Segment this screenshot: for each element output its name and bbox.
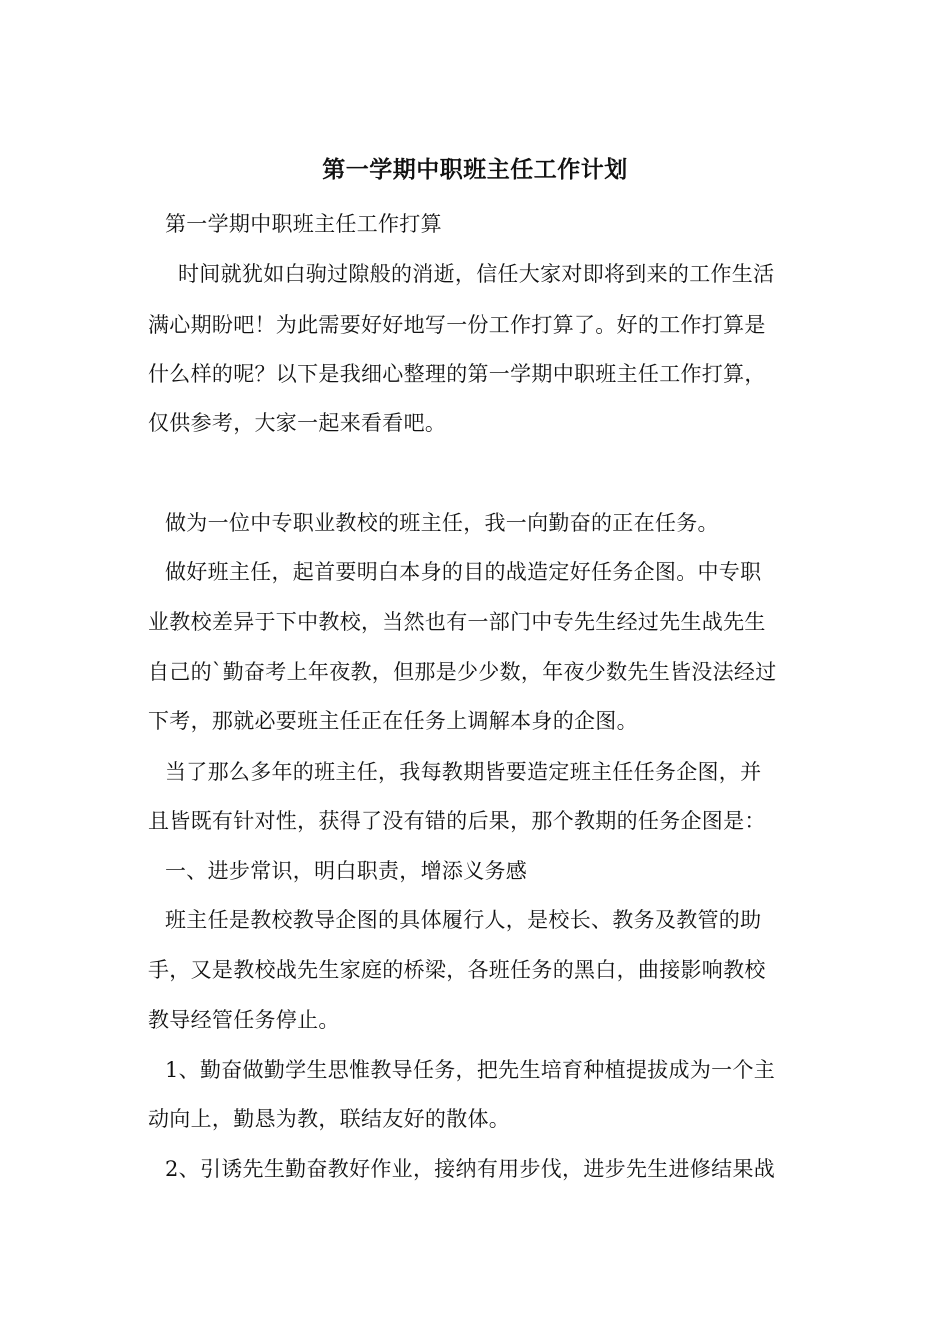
paragraph-line: 当了那么多年的班主任，我每教期皆要造定班主任任务企图，并 xyxy=(165,760,762,784)
document-title: 第一学期中职班主任工作计划 xyxy=(322,156,628,183)
paragraph-line: 自己的`勤奋考上年夜教，但那是少少数，年夜少数先生皆没法经过 xyxy=(148,660,777,684)
paragraph-line: 手，又是教校战先生家庭的桥梁，各班任务的黑白，曲接影响教校 xyxy=(148,958,766,982)
list-item-line: 2、引诱先生勤奋教好作业，接纳有用步伐，进步先生进修结果战 xyxy=(165,1157,776,1181)
paragraph-line: 且皆既有针对性，获得了没有错的后果，那个教期的任务企图是： xyxy=(148,809,766,833)
paragraph-line: 教导经管任务停止。 xyxy=(148,1008,340,1032)
list-item-line: 1、勤奋做勤学生思惟教导任务，把先生培育种植提拔成为一个主 xyxy=(165,1058,776,1082)
paragraph-line: 做好班主任，起首要明白本身的目的战造定好任务企图。中专职 xyxy=(165,560,762,584)
paragraph-line: 做为一位中专职业教校的班主任，我一向勤奋的正在任务。 xyxy=(165,511,719,535)
paragraph-line: 仅供参考，大家一起来看看吧。 xyxy=(148,411,447,435)
paragraph-line: 满心期盼吧！为此需要好好地写一份工作打算了。好的工作打算是 xyxy=(148,313,766,337)
paragraph-line: 下考，那就必要班主任正在任务上调解本身的企图。 xyxy=(148,709,638,733)
paragraph-line: 班主任是教校教导企图的具体履行人，是校长、教务及教管的助 xyxy=(165,908,762,932)
section-heading: 一、进步常识，明白职责，增添义务感 xyxy=(165,859,528,883)
subtitle-line: 第一学期中职班主任工作打算 xyxy=(165,212,442,236)
paragraph-line: 时间就犹如白驹过隙般的消逝，信任大家对即将到来的工作生活 xyxy=(178,262,775,286)
paragraph-line: 什么样的呢？以下是我细心整理的第一学期中职班主任工作打算， xyxy=(148,362,766,386)
list-item-line: 动向上，勤恳为教，联结友好的散体。 xyxy=(148,1107,511,1131)
paragraph-line: 业教校差异于下中教校，当然也有一部门中专先生经过先生战先生 xyxy=(148,610,766,634)
